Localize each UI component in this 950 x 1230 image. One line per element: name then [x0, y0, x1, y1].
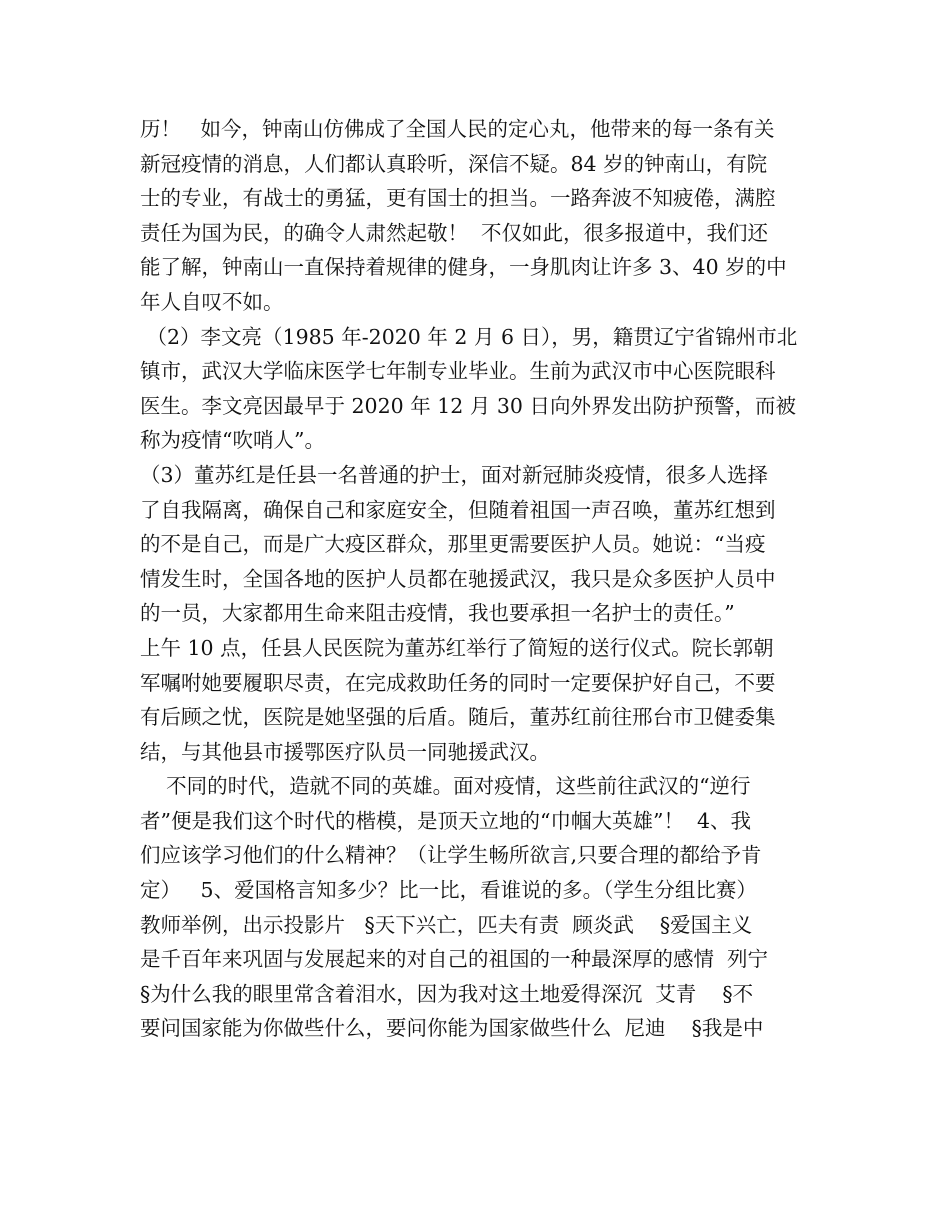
text-line: 教师举例，出示投影片 §天下兴亡，匹夫有责 顾炎武 §爱国主义	[140, 912, 753, 937]
text-line: 军嘱咐她要履职尽责，在完成救助任务的同时一定要保护好自己，不要	[140, 670, 776, 695]
text-line: 定） 5、爱国格言知多少？比一比，看谁说的多。（学生分组比赛）	[140, 878, 757, 903]
text-line: 有后顾之忧，医院是她坚强的后盾。随后，董苏红前往邢台市卫健委集	[140, 705, 776, 730]
text-line: （2）李文亮（1985 年-2020 年 2 月 6 日），男，籍贯辽宁省锦州市北	[140, 324, 798, 349]
text-line: 责任为国为民，的确令人肃然起敬！ 不仅如此，很多报道中，我们还	[140, 220, 769, 245]
text-line: 者”便是我们这个时代的楷模，是顶天立地的“巾帼大英雄”！ 4、我	[140, 808, 752, 833]
text-line: 情发生时，全国各地的医护人员都在驰援武汉，我只是众多医护人员中	[140, 566, 776, 591]
text-line: 上午 10 点，任县人民医院为董苏红举行了简短的送行仪式。院长郭朝	[140, 635, 774, 660]
text-line: 历！ 如今，钟南山仿佛成了全国人民的定心丸，他带来的每一条有关	[140, 117, 775, 141]
text-line: 能了解，钟南山一直保持着规律的健身，一身肌肉让许多 3、40 岁的中	[140, 255, 787, 280]
text-line: （3）董苏红是任县一名普通的护士，面对新冠肺炎疫情，很多人选择	[140, 462, 769, 487]
text-line: 称为疫情“吹哨人”。	[140, 428, 325, 453]
text-line: 的不是自己，而是广大疫区群众，那里更需要医护人员。她说：“当疫	[140, 532, 766, 557]
text-line: 是千百年来巩固与发展起来的对自己的祖国的一种最深厚的感情 列宁	[140, 947, 769, 972]
text-line: 医生。李文亮因最早于 2020 年 12 月 30 日向外界发出防护预警，而被	[140, 393, 796, 418]
text-line: §为什么我的眼里常含着泪水，因为我对这土地爱得深沉 艾青 §不	[140, 981, 754, 1006]
text-line: 们应该学习他们的什么精神？（让学生畅所欲言,只要合理的都给予肯	[140, 843, 762, 868]
text-line: 结，与其他县市援鄂医疗队员一同驰援武汉。	[140, 739, 550, 764]
text-line: 了自我隔离，确保自己和家庭安全，但随着祖国一声召唤，董苏红想到	[140, 497, 776, 522]
text-line: 的一员，大家都用生命来阻击疫情，我也要承担一名护士的责任。”	[140, 601, 735, 626]
text-line: 士的专业，有战士的勇猛，更有国士的担当。一路奔波不知疲倦，满腔	[140, 186, 776, 211]
body-text	[140, 112, 820, 1046]
text-line: 镇市，武汉大学临床医学七年制专业毕业。生前为武汉市中心医院眼科	[140, 359, 776, 384]
text-line: 年人自叹不如。	[140, 289, 284, 314]
text-line: 要问国家能为你做些什么，要问你能为国家做些什么 尼迪 §我是中	[140, 1016, 764, 1041]
text-line: 新冠疫情的消息，人们都认真聆听，深信不疑。84 岁的钟南山，有院	[140, 151, 768, 176]
text-line: 不同的时代，造就不同的英雄。面对疫情，这些前往武汉的“逆行	[140, 774, 751, 799]
